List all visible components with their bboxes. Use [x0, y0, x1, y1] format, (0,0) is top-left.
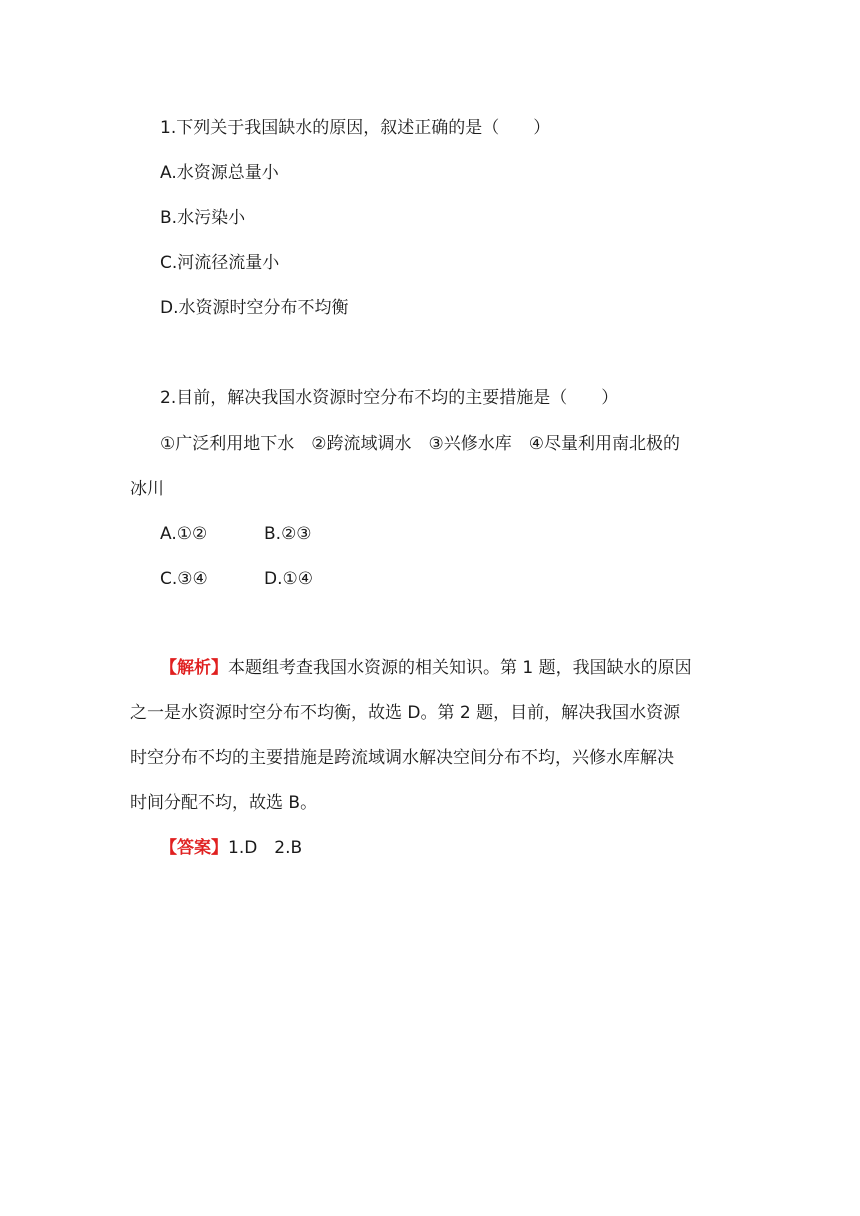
question-2-option-c: C.③④	[160, 569, 208, 589]
question-1-option-d: D.水资源时空分布不均衡	[160, 298, 349, 318]
analysis-line-4: 时间分配不均，故选 B。	[130, 793, 318, 813]
question-2-option-a: A.①②	[160, 524, 208, 544]
question-2-option-b: B.②③	[264, 524, 312, 544]
analysis-label: 【解析】	[160, 658, 228, 678]
question-1-option-b: B.水污染小	[160, 208, 246, 228]
question-2-items-continued: 冰川	[130, 479, 164, 499]
question-1-stem: 1.下列关于我国缺水的原因，叙述正确的是（ ）	[160, 118, 551, 138]
question-2-option-d: D.①④	[264, 569, 313, 589]
answer-line	[160, 836, 302, 860]
question-2-items: ①广泛利用地下水 ②跨流域调水 ③兴修水库 ④尽量利用南北极的	[160, 434, 680, 454]
answer-label: 【答案】	[160, 838, 228, 858]
analysis-line-2: 之一是水资源时空分布不均衡，故选 D。第 2 题，目前，解决我国水资源	[130, 703, 681, 723]
analysis-line-1	[160, 656, 692, 680]
question-2-stem: 2.目前，解决我国水资源时空分布不均的主要措施是（ ）	[160, 388, 619, 408]
question-1-option-a: A.水资源总量小	[160, 163, 279, 183]
analysis-text-1: 本题组考查我国水资源的相关知识。第 1 题，我国缺水的原因	[228, 658, 692, 678]
analysis-line-3: 时空分布不均的主要措施是跨流域调水解决空间分布不均，兴修水库解决	[130, 748, 674, 768]
question-1-option-c: C.河流径流量小	[160, 253, 280, 273]
answer-text: 1.D 2.B	[228, 838, 303, 858]
